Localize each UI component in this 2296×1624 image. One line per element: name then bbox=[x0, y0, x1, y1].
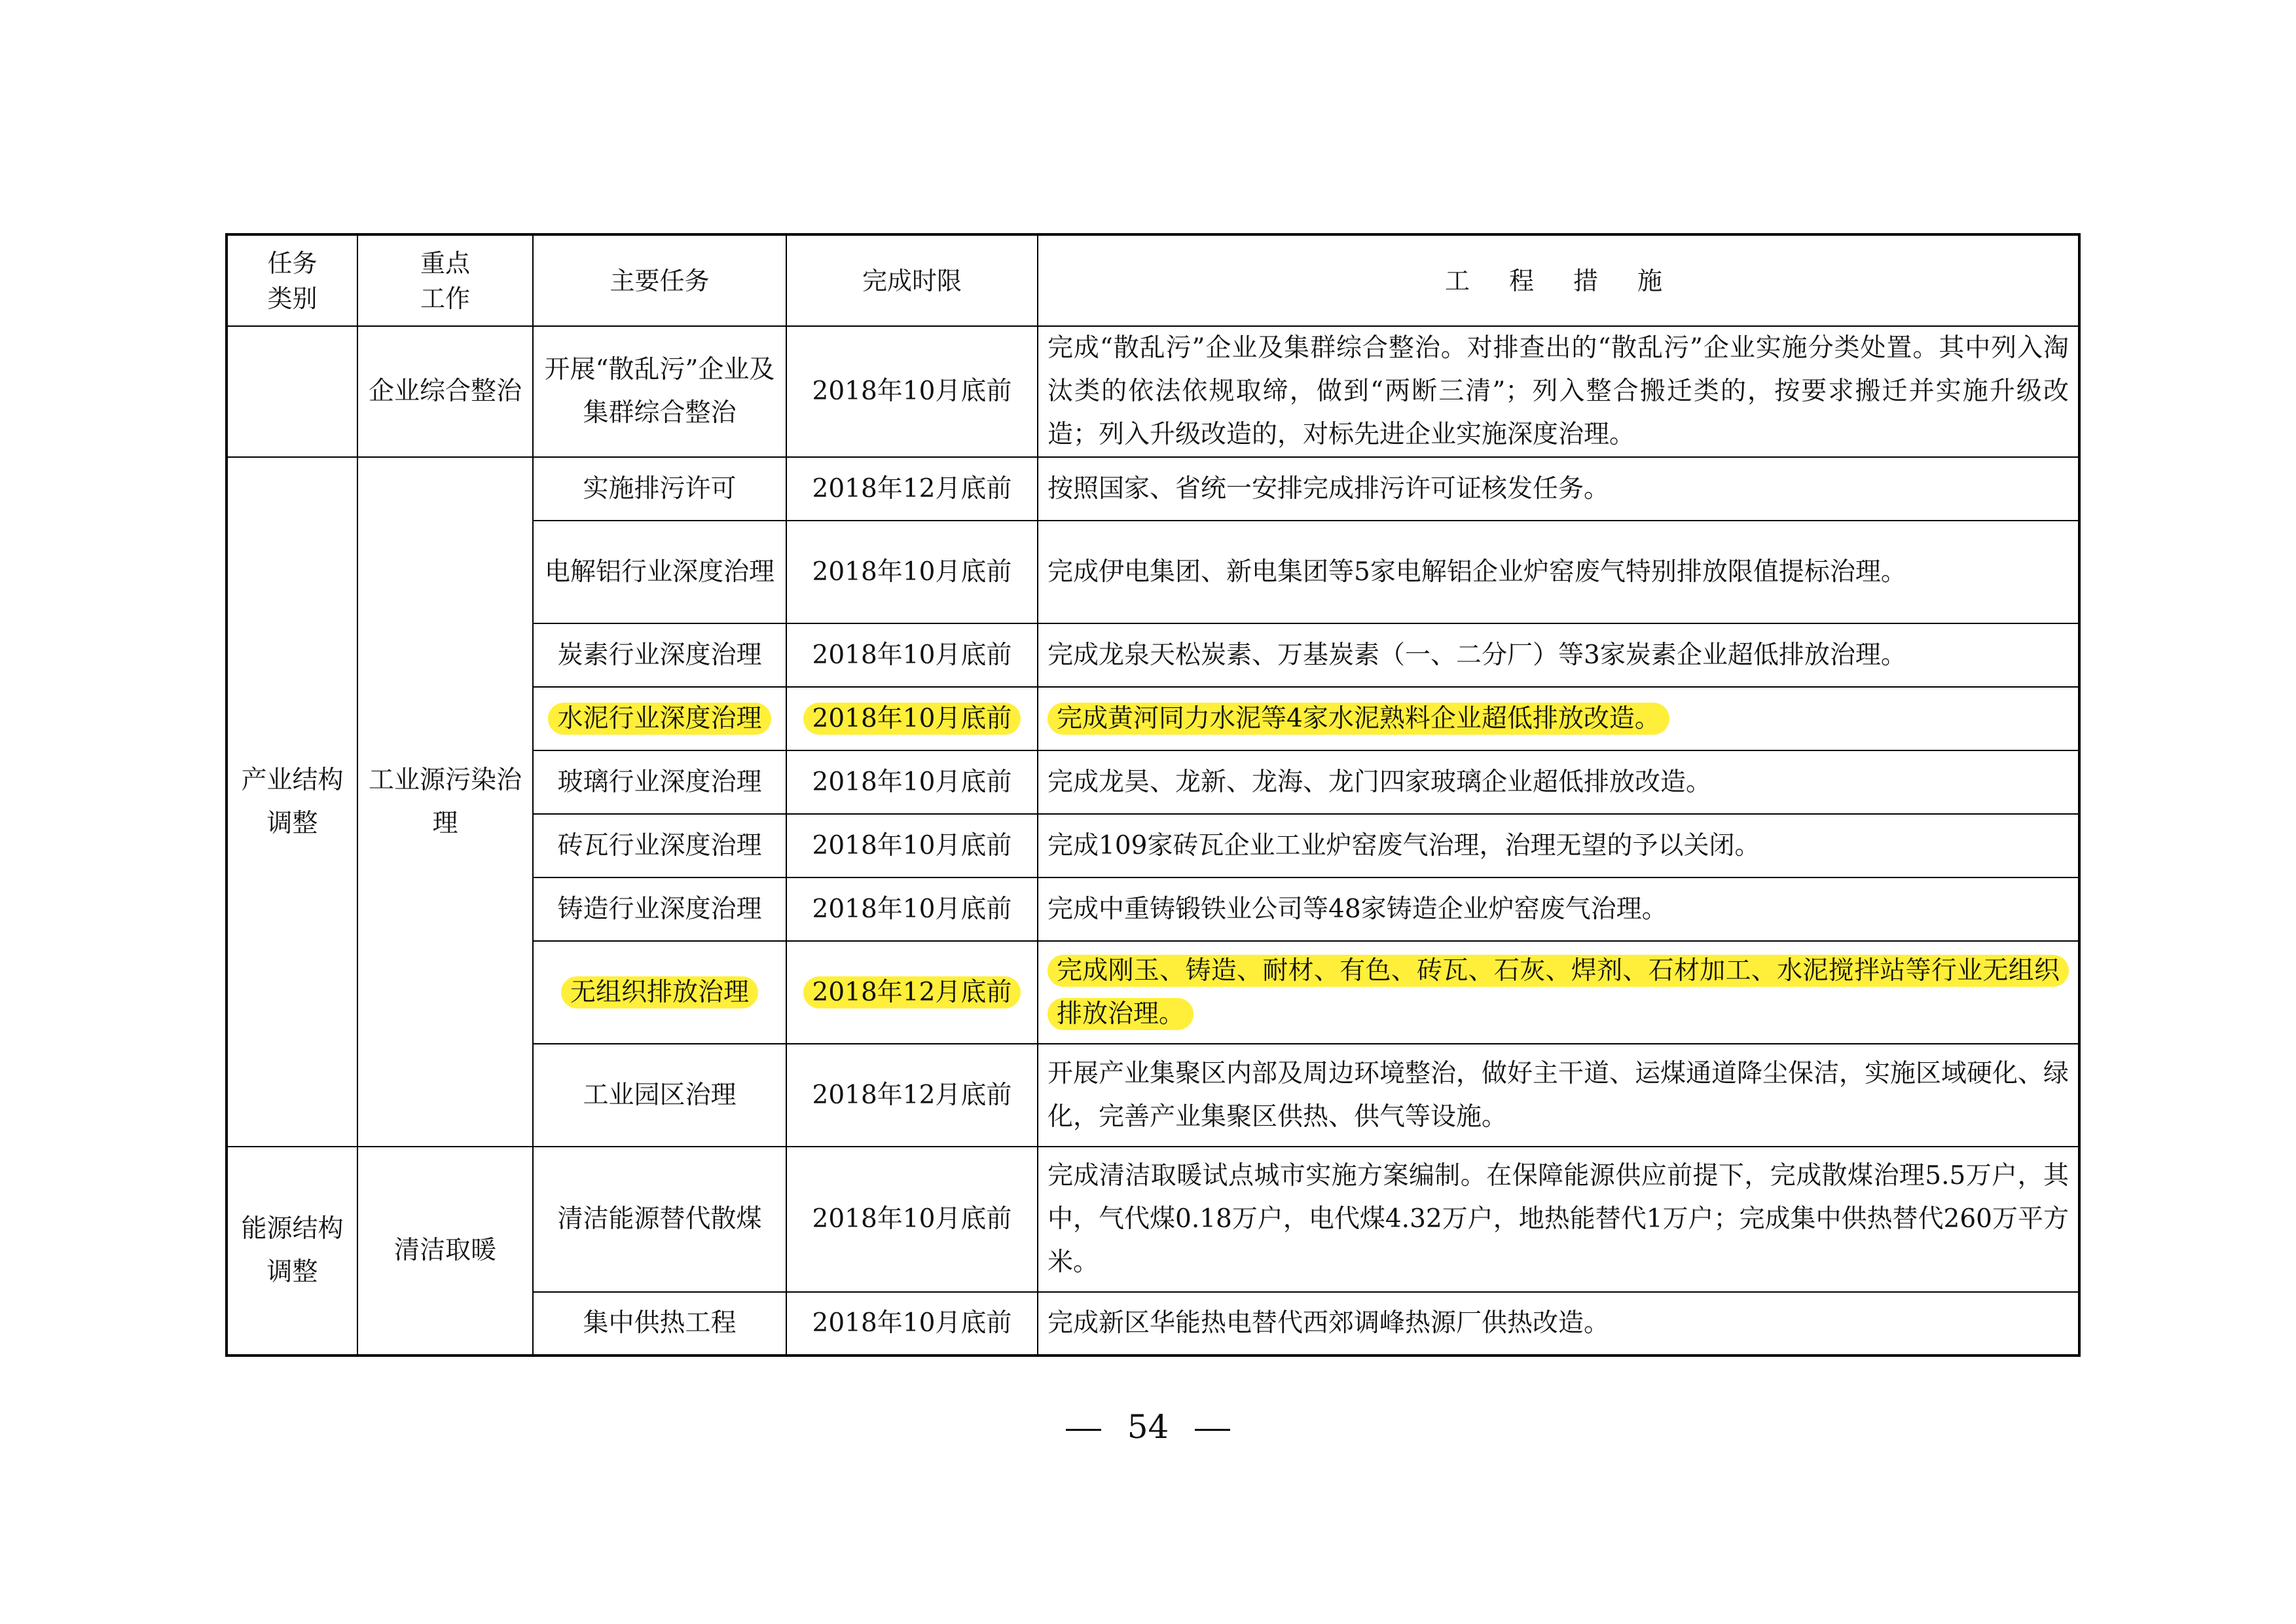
cell-measures: 完成伊电集团、新电集团等5家电解铝企业炉窑废气特别排放限值提标治理。 bbox=[1038, 521, 2079, 623]
cell-deadline: 2018年10月底前 bbox=[786, 623, 1038, 687]
cell-deadline bbox=[786, 941, 1038, 1044]
cell-task: 玻璃行业深度治理 bbox=[533, 750, 786, 814]
table-row bbox=[227, 1147, 2079, 1292]
cell-category: 能源结构调整 bbox=[227, 1147, 357, 1356]
cell-task: 工业园区治理 bbox=[533, 1044, 786, 1147]
cell-focus: 清洁取暖 bbox=[357, 1147, 533, 1356]
header-focus: 重点 工作 bbox=[357, 234, 533, 326]
cell-deadline: 2018年10月底前 bbox=[786, 521, 1038, 623]
dash-right bbox=[1195, 1429, 1230, 1431]
cell-measures: 开展产业集聚区内部及周边环境整治，做好主干道、运煤通道降尘保洁，实施区域硬化、绿化，完善产业集聚区供热、供气等设施。 bbox=[1038, 1044, 2079, 1147]
cell-task bbox=[533, 687, 786, 750]
cell-deadline: 2018年10月底前 bbox=[786, 750, 1038, 814]
cell-task: 铸造行业深度治理 bbox=[533, 877, 786, 941]
cell-deadline bbox=[786, 687, 1038, 750]
cell-measures: 完成清洁取暖试点城市实施方案编制。在保障能源供应前提下，完成散煤治理5.5万户，其中，气代煤0.18万户，电代煤4.32万户，地热能替代1万户；完成集中供热替代260万平方米。 bbox=[1038, 1147, 2079, 1292]
cell-measures: 完成新区华能热电替代西郊调峰热源厂供热改造。 bbox=[1038, 1292, 2079, 1356]
cell-focus: 工业源污染治理 bbox=[357, 457, 533, 1147]
cell-measures: 完成中重铸锻铁业公司等48家铸造企业炉窑废气治理。 bbox=[1038, 877, 2079, 941]
highlight-mark: 完成刚玉、铸造、耐材、有色、砖瓦、石灰、焊剂、石材加工、水泥搅拌站等行业无组织排放治理。 bbox=[1048, 955, 2069, 1030]
cell-measures bbox=[1038, 941, 2079, 1044]
cell-task: 集中供热工程 bbox=[533, 1292, 786, 1356]
cell-category: 产业结构调整 bbox=[227, 457, 357, 1147]
highlight-mark: 2018年12月底前 bbox=[803, 976, 1021, 1008]
cell-deadline: 2018年10月底前 bbox=[786, 326, 1038, 457]
cell-category bbox=[227, 326, 357, 457]
cell-deadline: 2018年10月底前 bbox=[786, 1292, 1038, 1356]
header-measures: 工程措施 bbox=[1038, 234, 2079, 326]
table-row bbox=[227, 457, 2079, 521]
cell-task: 砖瓦行业深度治理 bbox=[533, 814, 786, 877]
cell-measures: 完成龙昊、龙新、龙海、龙门四家玻璃企业超低排放改造。 bbox=[1038, 750, 2079, 814]
highlight-mark: 完成黄河同力水泥等4家水泥熟料企业超低排放改造。 bbox=[1048, 703, 1669, 735]
cell-deadline: 2018年12月底前 bbox=[786, 457, 1038, 521]
table-row bbox=[227, 326, 2079, 457]
cell-measures: 完成“散乱污”企业及集群综合整治。对排查出的“散乱污”企业实施分类处置。其中列入淘汰类的依法依规取缔，做到“两断三清”；列入整合搬迁类的，按要求搬迁并实施升级改造；列入升级改造的，对标先进企业实施深度治理。 bbox=[1038, 326, 2079, 457]
cell-task: 实施排污许可 bbox=[533, 457, 786, 521]
cell-measures: 按照国家、省统一安排完成排污许可证核发任务。 bbox=[1038, 457, 2079, 521]
cell-measures: 完成龙泉天松炭素、万基炭素（一、二分厂）等3家炭素企业超低排放治理。 bbox=[1038, 623, 2079, 687]
cell-deadline: 2018年10月底前 bbox=[786, 814, 1038, 877]
page-number bbox=[0, 1408, 2296, 1446]
cell-task: 清洁能源替代散煤 bbox=[533, 1147, 786, 1292]
highlight-mark: 无组织排放治理 bbox=[561, 976, 758, 1008]
highlight-mark: 2018年10月底前 bbox=[803, 703, 1021, 735]
header-deadline: 完成时限 bbox=[786, 234, 1038, 326]
cell-task bbox=[533, 941, 786, 1044]
cell-task: 炭素行业深度治理 bbox=[533, 623, 786, 687]
cell-deadline: 2018年12月底前 bbox=[786, 1044, 1038, 1147]
page-number-text: 54 bbox=[1127, 1408, 1169, 1446]
cell-task: 电解铝行业深度治理 bbox=[533, 521, 786, 623]
header-task: 主要任务 bbox=[533, 234, 786, 326]
header-row bbox=[227, 234, 2079, 326]
cell-task: 开展“散乱污”企业及集群综合整治 bbox=[533, 326, 786, 457]
task-table bbox=[225, 233, 2081, 1357]
highlight-mark: 水泥行业深度治理 bbox=[548, 703, 771, 735]
cell-measures bbox=[1038, 687, 2079, 750]
cell-deadline: 2018年10月底前 bbox=[786, 877, 1038, 941]
header-category: 任务 类别 bbox=[227, 234, 357, 326]
cell-focus: 企业综合整治 bbox=[357, 326, 533, 457]
cell-deadline: 2018年10月底前 bbox=[786, 1147, 1038, 1292]
dash-left bbox=[1066, 1429, 1101, 1431]
cell-measures: 完成109家砖瓦企业工业炉窑废气治理，治理无望的予以关闭。 bbox=[1038, 814, 2079, 877]
